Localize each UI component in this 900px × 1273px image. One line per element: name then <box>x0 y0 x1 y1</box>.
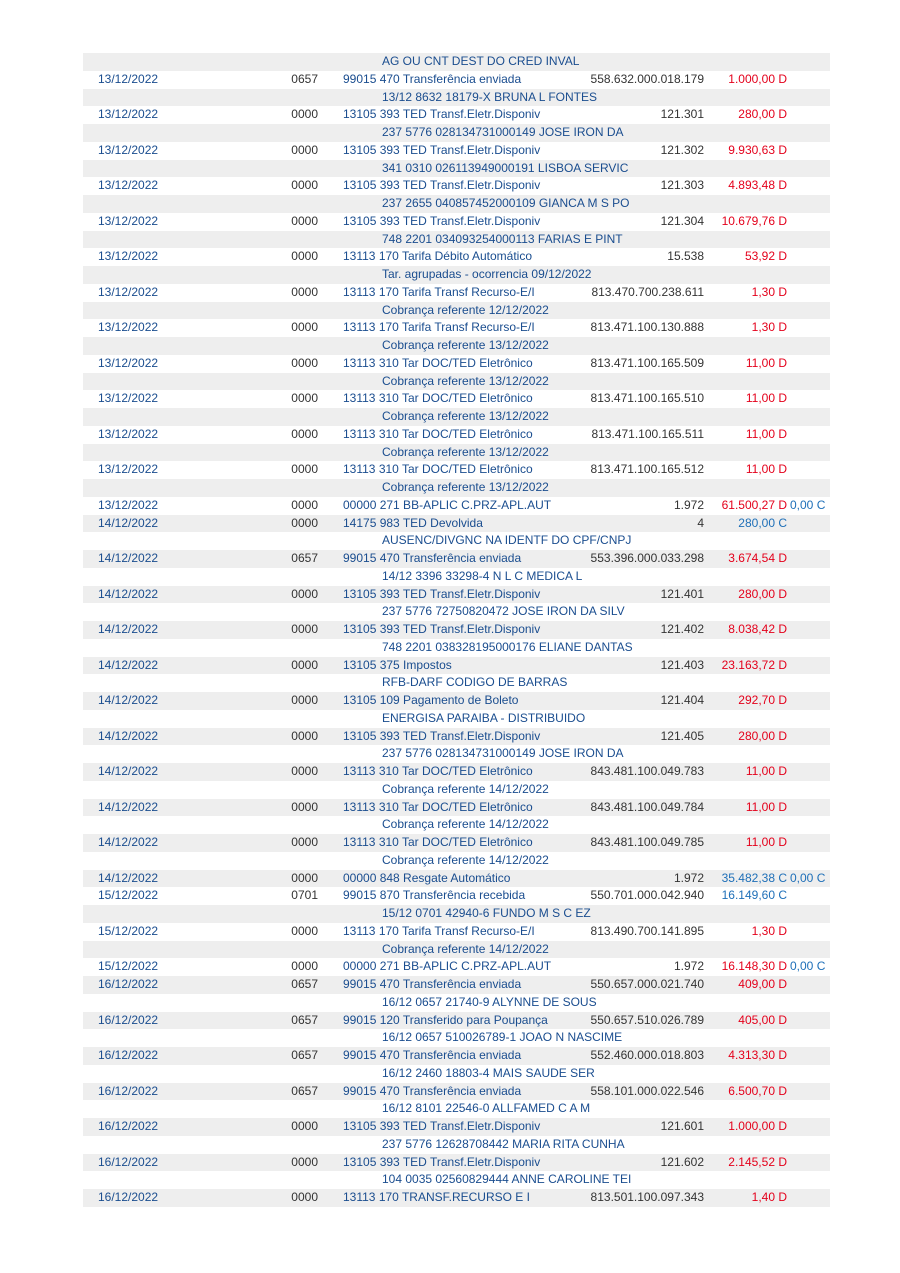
transaction-detail-text: ENERGISA PARAIBA - DISTRIBUIDO <box>382 710 586 725</box>
transaction-description: 99015 470 Transferência enviada <box>343 1048 522 1062</box>
document-number: 813.471.100.165.509 <box>590 355 704 370</box>
transaction-detail-text: 237 5776 12628708442 MARIA RITA CUNHA <box>382 1136 625 1151</box>
transaction-row <box>83 1154 830 1172</box>
document-number: 813.471.100.165.510 <box>590 391 704 406</box>
agency-code: 0657 <box>291 1083 318 1098</box>
transaction-detail-text: Tar. agrupadas - ocorrencia 09/12/2022 <box>382 267 592 281</box>
transaction-description: 99015 470 Transferência enviada <box>343 551 522 565</box>
transaction-amount: 61.500,27 D <box>721 497 787 512</box>
document-number: 121.301 <box>660 107 704 122</box>
document-number: 813.471.100.130.888 <box>590 320 704 335</box>
transaction-detail-text: RFB-DARF CODIGO DE BARRAS <box>382 675 568 690</box>
transaction-row <box>83 248 830 266</box>
transaction-amount: 280,00 D <box>738 107 787 122</box>
transaction-detail-row <box>83 124 830 142</box>
transaction-amount: 1.000,00 D <box>728 1119 787 1133</box>
transaction-row <box>83 515 830 533</box>
document-number: 15.538 <box>667 249 704 264</box>
agency-code: 0000 <box>291 799 318 814</box>
transaction-amount: 1.000,00 D <box>728 71 787 86</box>
document-number: 121.304 <box>660 213 704 228</box>
transaction-row <box>83 763 830 781</box>
document-number: 813.471.100.165.512 <box>590 462 704 477</box>
document-number: 121.302 <box>660 142 704 157</box>
document-number: 1.972 <box>673 959 704 974</box>
transaction-date: 14/12/2022 <box>98 764 159 778</box>
agency-code: 0000 <box>291 1119 318 1133</box>
transaction-description: 13105 393 TED Transf.Eletr.Disponiv <box>343 1154 541 1169</box>
transaction-date: 16/12/2022 <box>98 1012 159 1027</box>
transaction-amount: 9.930,63 D <box>728 142 787 157</box>
agency-code: 0000 <box>291 835 318 849</box>
transaction-amount: 11,00 D <box>745 764 787 778</box>
transaction-description: 13105 393 TED Transf.Eletr.Disponiv <box>343 213 541 228</box>
agency-code: 0000 <box>291 213 318 228</box>
transaction-amount: 11,00 D <box>745 426 787 441</box>
transaction-amount: 3.674,54 D <box>728 551 787 565</box>
transaction-detail-text: 16/12 2460 18803-4 MAIS SAUDE SER <box>382 1065 595 1080</box>
transaction-detail-text: 237 2655 040857452000109 GIANCA M S PO <box>382 196 630 210</box>
document-number: 558.632.000.018.179 <box>590 71 704 86</box>
transaction-row <box>83 461 830 479</box>
transaction-detail-row <box>83 1100 830 1118</box>
transaction-detail-text: Cobrança referente 13/12/2022 <box>382 480 549 494</box>
agency-code: 0000 <box>291 693 318 707</box>
document-number: 121.601 <box>660 1119 704 1133</box>
transaction-description: 13113 310 Tar DOC/TED Eletrônico <box>343 355 533 370</box>
document-number: 1.972 <box>673 497 704 512</box>
transaction-detail-text: Cobrança referente 13/12/2022 <box>382 444 549 459</box>
transaction-detail-row <box>83 302 830 320</box>
transaction-amount: 16.149,60 C <box>721 888 787 903</box>
transaction-row <box>83 497 830 515</box>
transaction-detail-text: Cobrança referente 14/12/2022 <box>382 852 549 867</box>
transaction-row <box>83 692 830 710</box>
transaction-date: 16/12/2022 <box>98 1190 159 1204</box>
transaction-amount: 409,00 D <box>738 977 787 991</box>
agency-code: 0657 <box>291 551 318 565</box>
transaction-description: 00000 271 BB-APLIC C.PRZ-APL.AUT <box>343 959 552 974</box>
transaction-description: 13113 310 Tar DOC/TED Eletrônico <box>343 835 533 849</box>
transaction-date: 14/12/2022 <box>98 728 159 743</box>
transaction-detail-row <box>83 231 830 249</box>
transaction-detail-row <box>83 1065 830 1083</box>
document-number: 550.657.000.021.740 <box>590 977 704 991</box>
transaction-description: 14175 983 TED Devolvida <box>343 515 483 530</box>
balance-amount: 0,00 C <box>790 959 826 974</box>
transaction-detail-text: 237 5776 72750820472 JOSE IRON DA SILV <box>382 604 625 619</box>
transaction-detail-text: Cobrança referente 14/12/2022 <box>382 817 549 832</box>
transaction-detail-text: 16/12 8101 22546-0 ALLFAMED C A M <box>382 1101 591 1116</box>
transaction-amount: 11,00 D <box>745 355 787 370</box>
transaction-amount: 4.893,48 D <box>728 178 787 193</box>
transaction-description: 13105 393 TED Transf.Eletr.Disponiv <box>343 586 541 601</box>
agency-code: 0000 <box>291 728 318 743</box>
agency-code: 0000 <box>291 959 318 974</box>
transaction-date: 13/12/2022 <box>98 462 159 477</box>
transaction-description: 13113 310 Tar DOC/TED Eletrônico <box>343 799 533 814</box>
transaction-amount: 280,00 D <box>738 728 787 743</box>
transaction-row <box>83 177 830 195</box>
transaction-detail-row <box>83 1029 830 1047</box>
transaction-amount: 1,40 D <box>751 1190 787 1204</box>
transaction-date: 16/12/2022 <box>98 1119 159 1133</box>
transaction-detail-row <box>83 408 830 426</box>
transaction-row <box>83 284 830 302</box>
transaction-detail-text: 15/12 0701 42940-6 FUNDO M S C EZ <box>382 906 591 920</box>
transaction-date: 13/12/2022 <box>98 249 159 264</box>
transaction-detail-row <box>83 1171 830 1189</box>
transaction-detail-row <box>83 195 830 213</box>
transaction-amount: 11,00 D <box>745 799 787 814</box>
document-number: 121.401 <box>660 586 704 601</box>
transaction-detail-row <box>83 479 830 497</box>
transaction-detail-text: 341 0310 026113949000191 LISBOA SERVIC <box>382 160 629 175</box>
transaction-description: 13105 393 TED Transf.Eletr.Disponiv <box>343 178 541 193</box>
transaction-row <box>83 799 830 817</box>
transaction-description: 99015 120 Transferido para Poupança <box>343 1012 548 1027</box>
transaction-description: 13113 310 Tar DOC/TED Eletrônico <box>343 764 533 778</box>
transaction-description: 13113 170 TRANSF.RECURSO E I <box>343 1190 530 1204</box>
agency-code: 0000 <box>291 923 318 938</box>
document-number: 843.481.100.049.783 <box>590 764 704 778</box>
transaction-detail-row <box>83 674 830 692</box>
document-number: 1.972 <box>673 870 704 885</box>
agency-code: 0000 <box>291 391 318 406</box>
transaction-date: 14/12/2022 <box>98 586 159 601</box>
transaction-detail-text: 13/12 8632 18179-X BRUNA L FONTES <box>382 89 598 104</box>
transaction-row <box>83 319 830 337</box>
agency-code: 0657 <box>291 71 318 86</box>
agency-code: 0000 <box>291 355 318 370</box>
transaction-row <box>83 355 830 373</box>
transaction-amount: 53,92 D <box>744 249 787 264</box>
transaction-date: 13/12/2022 <box>98 284 159 299</box>
transaction-description: 13113 170 Tarifa Transf Recurso-E/I <box>343 284 535 299</box>
transaction-detail-text: 748 2201 034093254000113 FARIAS E PINT <box>382 231 623 246</box>
transaction-row <box>83 71 830 89</box>
transaction-detail-row <box>83 639 830 657</box>
transaction-amount: 1,30 D <box>751 320 787 335</box>
transaction-date: 15/12/2022 <box>98 959 159 974</box>
transaction-date: 13/12/2022 <box>98 320 159 335</box>
transaction-row <box>83 887 830 905</box>
transaction-description: 00000 848 Resgate Automático <box>343 870 511 885</box>
transaction-description: 13113 170 Tarifa Débito Automático <box>343 249 533 264</box>
transaction-date: 13/12/2022 <box>98 178 159 193</box>
agency-code: 0000 <box>291 107 318 122</box>
transaction-amount: 11,00 D <box>745 462 787 477</box>
transaction-description: 13113 170 Tarifa Transf Recurso-E/I <box>343 320 535 335</box>
transaction-detail-row <box>83 160 830 178</box>
transaction-amount: 1,30 D <box>751 284 787 299</box>
transaction-amount: 280,00 D <box>738 586 787 601</box>
transaction-detail-row <box>83 568 830 586</box>
transaction-row <box>83 390 830 408</box>
transaction-detail-text: 104 0035 02560829444 ANNE CAROLINE TEI <box>382 1172 632 1187</box>
agency-code: 0657 <box>291 977 318 991</box>
transaction-amount: 16.148,30 D <box>721 959 787 974</box>
transaction-amount: 8.038,42 D <box>728 622 787 636</box>
transaction-detail-row <box>83 89 830 107</box>
document-number: 550.701.000.042.940 <box>590 888 704 903</box>
transaction-row <box>83 1189 830 1207</box>
agency-code: 0000 <box>291 764 318 778</box>
agency-code: 0000 <box>291 462 318 477</box>
transaction-row <box>83 728 830 746</box>
agency-code: 0657 <box>291 1012 318 1027</box>
transaction-row <box>83 426 830 444</box>
transaction-description: 13105 393 TED Transf.Eletr.Disponiv <box>343 142 541 157</box>
agency-code: 0000 <box>291 426 318 441</box>
document-number: 553.396.000.033.298 <box>590 551 704 565</box>
transaction-detail-text: Cobrança referente 14/12/2022 <box>382 941 549 956</box>
transaction-date: 14/12/2022 <box>98 551 159 565</box>
agency-code: 0657 <box>291 1048 318 1062</box>
agency-code: 0000 <box>291 1154 318 1169</box>
document-number: 813.490.700.141.895 <box>590 923 704 938</box>
transaction-description: 13113 310 Tar DOC/TED Eletrônico <box>343 462 533 477</box>
document-number: 813.471.100.165.511 <box>591 426 704 441</box>
transaction-detail-row <box>83 994 830 1012</box>
transaction-date: 13/12/2022 <box>98 107 159 122</box>
document-number: 813.470.700.238.611 <box>591 284 704 299</box>
document-number: 121.303 <box>660 178 704 193</box>
document-number: 121.402 <box>660 622 704 636</box>
transaction-date: 13/12/2022 <box>98 391 159 406</box>
transaction-description: 13105 393 TED Transf.Eletr.Disponiv <box>343 1119 541 1133</box>
transaction-description: 13113 170 Tarifa Transf Recurso-E/I <box>343 923 535 938</box>
transaction-amount: 405,00 D <box>738 1012 787 1027</box>
transaction-description: 99015 470 Transferência enviada <box>343 1083 522 1098</box>
transaction-description: 99015 470 Transferência enviada <box>343 71 522 86</box>
document-number: 843.481.100.049.785 <box>590 835 704 849</box>
document-number: 121.602 <box>660 1154 704 1169</box>
transaction-row <box>83 1083 830 1101</box>
agency-code: 0000 <box>291 515 318 530</box>
transaction-row <box>83 1012 830 1030</box>
transaction-row <box>83 870 830 888</box>
transaction-detail-row <box>83 266 830 284</box>
transaction-row <box>83 657 830 675</box>
agency-code: 0000 <box>291 1190 318 1204</box>
transaction-detail-text: AG OU CNT DEST DO CRED INVAL <box>382 54 580 68</box>
transaction-description: 99015 870 Transferência recebida <box>343 888 526 903</box>
transaction-detail-text: Cobrança referente 14/12/2022 <box>382 781 549 796</box>
transaction-detail-text: 237 5776 028134731000149 JOSE IRON DA <box>382 746 624 761</box>
transaction-date: 14/12/2022 <box>98 515 159 530</box>
transaction-detail-row <box>83 444 830 462</box>
transaction-date: 14/12/2022 <box>98 870 159 885</box>
transaction-detail-row <box>83 781 830 799</box>
transaction-detail-row <box>83 816 830 834</box>
transaction-description: 13105 393 TED Transf.Eletr.Disponiv <box>343 728 541 743</box>
transaction-date: 13/12/2022 <box>98 71 159 86</box>
transaction-date: 13/12/2022 <box>98 213 159 228</box>
transaction-detail-row <box>83 745 830 763</box>
transaction-amount: 1,30 D <box>751 923 787 938</box>
transaction-date: 16/12/2022 <box>98 1154 159 1169</box>
transaction-detail-row <box>83 1136 830 1154</box>
transaction-description: 99015 470 Transferência enviada <box>343 977 522 991</box>
transaction-detail-text: 748 2201 038328195000176 ELIANE DANTAS <box>382 639 633 654</box>
transaction-date: 16/12/2022 <box>98 1048 159 1062</box>
transaction-description: 13105 375 Impostos <box>343 657 452 672</box>
transaction-date: 13/12/2022 <box>98 355 159 370</box>
transaction-row <box>83 976 830 994</box>
transaction-date: 13/12/2022 <box>98 142 159 157</box>
transaction-date: 14/12/2022 <box>98 693 159 707</box>
agency-code: 0000 <box>291 178 318 193</box>
transaction-row <box>83 621 830 639</box>
transaction-detail-row <box>83 603 830 621</box>
agency-code: 0000 <box>291 497 318 512</box>
transaction-date: 14/12/2022 <box>98 799 159 814</box>
transaction-description: 13105 109 Pagamento de Boleto <box>343 693 519 707</box>
transaction-row <box>83 1047 830 1065</box>
agency-code: 0000 <box>291 320 318 335</box>
document-number: 813.501.100.097.343 <box>590 1190 704 1204</box>
transaction-amount: 292,70 D <box>738 693 787 707</box>
transaction-date: 14/12/2022 <box>98 835 159 849</box>
transaction-row <box>83 142 830 160</box>
transaction-detail-text: 16/12 0657 21740-9 ALYNNE DE SOUS <box>382 994 597 1009</box>
transaction-row <box>83 958 830 976</box>
agency-code: 0000 <box>291 284 318 299</box>
transaction-detail-row <box>83 337 830 355</box>
transaction-description: 13105 393 TED Transf.Eletr.Disponiv <box>343 622 541 636</box>
transaction-amount: 35.482,38 C <box>721 870 787 885</box>
transaction-detail-row <box>83 941 830 959</box>
transaction-row <box>83 213 830 231</box>
document-number: 550.657.510.026.789 <box>590 1012 704 1027</box>
transaction-detail-row <box>83 710 830 728</box>
transaction-date: 16/12/2022 <box>98 977 159 991</box>
transaction-amount: 6.500,70 D <box>728 1083 787 1098</box>
transaction-row <box>83 586 830 604</box>
transaction-detail-text: Cobrança referente 13/12/2022 <box>382 373 549 388</box>
agency-code: 0000 <box>291 142 318 157</box>
transaction-date: 13/12/2022 <box>98 497 159 512</box>
transaction-amount: 2.145,52 D <box>728 1154 787 1169</box>
transaction-detail-row <box>83 852 830 870</box>
transaction-detail-text: 14/12 3396 33298-4 N L C MEDICA L <box>382 568 583 583</box>
transaction-row <box>83 1118 830 1136</box>
agency-code: 0000 <box>291 657 318 672</box>
agency-code: 0701 <box>291 888 318 903</box>
transaction-description: 13113 310 Tar DOC/TED Eletrônico <box>343 391 533 406</box>
transaction-amount: 10.679,76 D <box>721 213 787 228</box>
transaction-description: 13105 393 TED Transf.Eletr.Disponiv <box>343 107 541 122</box>
document-number: 121.403 <box>660 657 704 672</box>
transaction-amount: 11,00 D <box>745 835 787 849</box>
transaction-amount: 23.163,72 D <box>721 657 787 672</box>
transaction-date: 16/12/2022 <box>98 1083 159 1098</box>
transaction-detail-text: Cobrança referente 12/12/2022 <box>382 302 549 317</box>
transaction-detail-text: 16/12 0657 510026789-1 JOAO N NASCIME <box>382 1030 623 1045</box>
transaction-detail-text: Cobrança referente 13/12/2022 <box>382 338 549 352</box>
transaction-detail-text: 237 5776 028134731000149 JOSE IRON DA <box>382 125 624 139</box>
transaction-row <box>83 923 830 941</box>
transaction-detail-text: Cobrança referente 13/12/2022 <box>382 409 549 423</box>
transaction-row <box>83 550 830 568</box>
agency-code: 0000 <box>291 249 318 264</box>
document-number: 843.481.100.049.784 <box>590 799 704 814</box>
statement-ledger <box>83 53 830 1207</box>
transaction-description: 00000 271 BB-APLIC C.PRZ-APL.AUT <box>343 497 552 512</box>
transaction-date: 15/12/2022 <box>98 923 159 938</box>
document-number: 552.460.000.018.803 <box>590 1048 704 1062</box>
document-number: 558.101.000.022.546 <box>590 1083 704 1098</box>
transaction-date: 13/12/2022 <box>98 426 159 441</box>
agency-code: 0000 <box>291 622 318 636</box>
balance-amount: 0,00 C <box>790 497 826 512</box>
transaction-amount: 280,00 C <box>738 515 787 530</box>
transaction-amount: 11,00 D <box>745 391 787 406</box>
transaction-detail-text: AUSENC/DIVGNC NA IDENTF DO CPF/CNPJ <box>382 533 632 548</box>
transaction-detail-row <box>83 905 830 923</box>
transaction-date: 14/12/2022 <box>98 657 159 672</box>
transaction-row <box>83 834 830 852</box>
transaction-date: 15/12/2022 <box>98 888 159 903</box>
transaction-detail-row <box>83 53 830 71</box>
transaction-row <box>83 106 830 124</box>
balance-amount: 0,00 C <box>790 870 826 885</box>
transaction-description: 13113 310 Tar DOC/TED Eletrônico <box>343 426 533 441</box>
agency-code: 0000 <box>291 586 318 601</box>
agency-code: 0000 <box>291 870 318 885</box>
transaction-date: 14/12/2022 <box>98 622 159 636</box>
document-number: 121.405 <box>660 728 704 743</box>
transaction-detail-row <box>83 373 830 391</box>
transaction-amount: 4.313,30 D <box>728 1048 787 1062</box>
document-number: 4 <box>697 515 704 530</box>
transaction-detail-row <box>83 532 830 550</box>
document-number: 121.404 <box>660 693 704 707</box>
